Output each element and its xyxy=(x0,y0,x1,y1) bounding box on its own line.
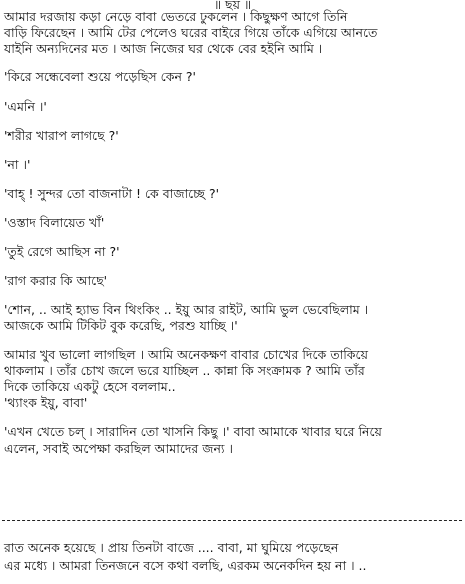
dialogue-line: 'ওস্তাদ বিলায়েত খাঁ' xyxy=(4,215,105,230)
dialogue-line: 'শরীর খারাপ লাগছে ?' xyxy=(4,128,119,143)
paragraph-line: রাত অনেক হয়েছে । প্রায় তিনটা বাজে .... বাবা, মা ঘুমিয়ে পড়েছেন xyxy=(4,540,339,555)
paragraph-line: আমার খুব ভালো লাগছিল । আমি অনেকক্ষণ বাবার চোখের দিকে তাকিয়ে xyxy=(4,347,368,362)
dialogue-line: 'না ।' xyxy=(4,157,31,172)
paragraph-line: এলেন, সবাই অপেক্ষা করছিল আমাদের জন্য । xyxy=(4,441,233,456)
paragraph-line: বাড়ি ফিরেছেন । আমি টের পেলেও ঘরের বাইরে গিয়ে তাঁকে এগিয়ে আনতে xyxy=(4,25,378,40)
section-divider xyxy=(2,520,462,521)
dialogue-line: 'তুই রেগে আছিস না ?' xyxy=(4,244,120,259)
paragraph-line: 'শোন, .. আই হ্যাভ বিন থিংকিং .. ইয়ু আর রাইট, আমি ভুল ভেবেছিলাম । xyxy=(4,302,369,317)
dialogue-line: 'বাহ্ ! সুন্দর তো বাজনাটা ! কে বাজাচ্ছে ?' xyxy=(4,186,220,201)
paragraph-line: আমার দরজায় কড়া নেড়ে বাবা ভেতরে ঢুকলেন । কিছুক্ষণ আগে তিনি xyxy=(4,9,348,24)
paragraph-line: থাকলাম । তাঁর চোখ জলে ভরে যাচ্ছিল .. কান্না কি সংক্রামক ? আমি তাঁর xyxy=(4,363,365,378)
paragraph-line: দিকে তাকিয়ে একটু হেসে বললাম.. xyxy=(4,379,176,394)
dialogue-line: 'এমনি ।' xyxy=(4,99,47,114)
chapter-title: ॥ ছয় ॥ xyxy=(213,0,252,12)
paragraph-line: 'এখন খেতে চল্ । সারাদিন তো খাসনি কিছু ।' বাবা আমাকে খাবার ঘরে নিয়ে xyxy=(4,424,382,439)
paragraph-line: যাইনি অন্যদিনের মত । আজ নিজের ঘর থেকে বের হইনি আমি । xyxy=(4,41,323,56)
paragraph-line: এর মধ্যে । আমরা তিনজনে বসে কথা বলছি, এরকম অনেকদিন হয় না । .. xyxy=(4,558,367,573)
paragraph-line: আজকে আমি টিকিট বুক করেছি, পরশু যাচ্ছি ।' xyxy=(4,318,238,333)
dialogue-line: 'রাগ করার কি আছে' xyxy=(4,273,108,288)
paragraph-line: 'থ্যাংক ইয়ু, বাবা' xyxy=(4,395,88,410)
dialogue-line: 'কিরে সন্ধেবেলা শুয়ে পড়েছিস কেন ?' xyxy=(4,69,196,84)
